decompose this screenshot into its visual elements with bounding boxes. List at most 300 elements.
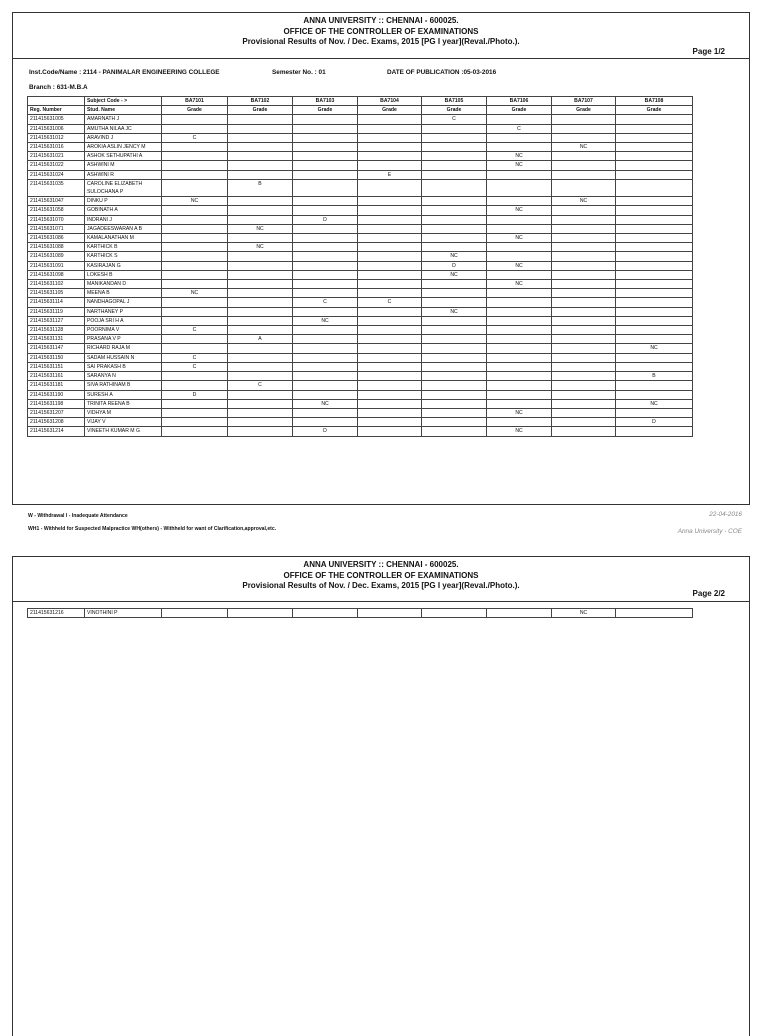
grade-cell <box>422 399 487 408</box>
grade-cell <box>616 179 693 196</box>
grade-cell <box>422 152 487 161</box>
grade-cell <box>293 161 358 170</box>
table-row <box>28 161 693 170</box>
grade-cell: D <box>616 418 693 427</box>
grade-cell <box>162 152 228 161</box>
grade-cell <box>358 353 422 362</box>
grade-cell <box>487 418 552 427</box>
grade-cell <box>228 197 293 206</box>
grade-cell <box>228 143 293 152</box>
grade-cell <box>293 124 358 133</box>
grade-cell: NC <box>616 399 693 408</box>
grade-cell <box>358 206 422 215</box>
grade-cell <box>358 261 422 270</box>
grade-cell <box>616 124 693 133</box>
grade-cell <box>162 206 228 215</box>
student-name-header: Stud. Name <box>85 106 162 115</box>
reg-number-cell: 211415631016 <box>28 143 85 152</box>
grade-cell <box>487 362 552 371</box>
grade-cell <box>162 243 228 252</box>
reg-number-cell: 211415631161 <box>28 372 85 381</box>
grade-cell <box>552 326 616 335</box>
student-name-cell: POORNIMA V <box>85 326 162 335</box>
table-row <box>28 115 693 124</box>
reg-number-cell: 211415631181 <box>28 381 85 390</box>
grade-cell <box>422 280 487 289</box>
column-label-row <box>28 106 693 115</box>
grade-cell <box>162 609 228 618</box>
exam-title: Provisional Results of Nov. / Dec. Exams, 2015 [PG I year](Reval./Photo.). <box>242 581 520 590</box>
student-name-cell: LOKESH B <box>85 270 162 279</box>
grade-cell <box>422 143 487 152</box>
grade-cell: C <box>293 298 358 307</box>
grade-cell <box>422 133 487 142</box>
grade-cell <box>162 408 228 417</box>
grade-cell <box>422 390 487 399</box>
grade-cell: NC <box>487 280 552 289</box>
student-name-cell: VINEETH KUMAR M G <box>85 427 162 436</box>
grade-cell <box>228 353 293 362</box>
results-table <box>27 96 693 437</box>
grade-cell <box>616 427 693 436</box>
grade-cell <box>228 234 293 243</box>
grade-cell <box>228 408 293 417</box>
table-row <box>28 270 693 279</box>
grade-cell <box>228 298 293 307</box>
grade-cell <box>358 316 422 325</box>
grade-cell: NC <box>552 143 616 152</box>
grade-cell <box>162 179 228 196</box>
grade-cell <box>358 124 422 133</box>
grade-cell <box>228 372 293 381</box>
grade-cell <box>358 427 422 436</box>
student-name-cell: NARTHANEY P <box>85 307 162 316</box>
grade-header: Grade <box>422 106 487 115</box>
student-name-cell: RICHARD RAJA M <box>85 344 162 353</box>
grade-cell <box>228 161 293 170</box>
grade-cell <box>487 344 552 353</box>
subject-code: BA7107 <box>552 97 616 106</box>
grade-cell <box>293 197 358 206</box>
grade-cell: NC <box>422 252 487 261</box>
grade-cell <box>293 270 358 279</box>
grade-header: Grade <box>228 106 293 115</box>
table-row <box>28 170 693 179</box>
grade-cell <box>616 133 693 142</box>
reg-number-cell: 211415631190 <box>28 390 85 399</box>
grade-cell <box>228 390 293 399</box>
grade-cell <box>422 179 487 196</box>
grade-cell <box>487 353 552 362</box>
grade-cell <box>616 152 693 161</box>
subject-code: BA7108 <box>616 97 693 106</box>
university-name: ANNA UNIVERSITY :: CHENNAI - 600025. <box>303 16 459 25</box>
student-name-cell: TRINITA REENA B <box>85 399 162 408</box>
grade-cell: NC <box>422 270 487 279</box>
grade-cell <box>358 179 422 196</box>
grade-cell <box>228 133 293 142</box>
reg-number-cell: 211415631150 <box>28 353 85 362</box>
grade-cell <box>487 372 552 381</box>
grade-cell <box>228 152 293 161</box>
grade-cell: D <box>162 390 228 399</box>
grade-cell <box>228 427 293 436</box>
grade-cell <box>552 344 616 353</box>
grade-cell <box>293 252 358 261</box>
grade-cell: C <box>358 298 422 307</box>
grade-cell <box>162 234 228 243</box>
grade-cell <box>293 224 358 233</box>
subject-code-label: Subject Code - > <box>85 97 162 106</box>
grade-cell <box>552 206 616 215</box>
grade-cell <box>293 326 358 335</box>
grade-cell: E <box>358 170 422 179</box>
grade-cell <box>422 298 487 307</box>
student-name-cell: JAGADEESWARAN A B <box>85 224 162 233</box>
grade-cell <box>487 326 552 335</box>
grade-cell <box>487 335 552 344</box>
grade-cell: C <box>162 133 228 142</box>
grade-cell <box>358 243 422 252</box>
grade-cell <box>358 152 422 161</box>
grade-cell <box>358 344 422 353</box>
table-row <box>28 280 693 289</box>
table-row <box>28 197 693 206</box>
grade-cell <box>616 335 693 344</box>
grade-cell <box>487 399 552 408</box>
grade-cell <box>293 372 358 381</box>
grade-cell <box>293 206 358 215</box>
grade-cell <box>358 143 422 152</box>
student-name-cell: POOJA SRI H A <box>85 316 162 325</box>
grade-cell <box>552 280 616 289</box>
grade-cell <box>552 307 616 316</box>
grade-cell <box>487 179 552 196</box>
grade-cell: D <box>293 427 358 436</box>
results-table-body <box>28 115 693 436</box>
grade-cell <box>552 243 616 252</box>
grade-cell <box>358 408 422 417</box>
grade-cell <box>552 298 616 307</box>
grade-cell <box>358 399 422 408</box>
reg-number-cell: 211415631086 <box>28 234 85 243</box>
grade-cell <box>552 152 616 161</box>
grade-cell <box>293 609 358 618</box>
table-row <box>28 307 693 316</box>
reg-number-cell: 211415631208 <box>28 418 85 427</box>
grade-cell: C <box>162 362 228 371</box>
grade-cell <box>162 215 228 224</box>
grade-cell <box>552 289 616 298</box>
grade-cell <box>616 243 693 252</box>
table-row <box>28 179 693 196</box>
grade-cell <box>616 307 693 316</box>
reg-number-cell: 211415631088 <box>28 243 85 252</box>
office-name: OFFICE OF THE CONTROLLER OF EXAMINATIONS <box>283 26 479 36</box>
table-row <box>28 224 693 233</box>
grade-cell: C <box>228 381 293 390</box>
subject-code: BA7102 <box>228 97 293 106</box>
grade-cell <box>293 362 358 371</box>
grade-cell: B <box>616 372 693 381</box>
grade-cell <box>487 170 552 179</box>
grade-cell: NC <box>162 289 228 298</box>
grade-cell <box>552 335 616 344</box>
legend-line-2: WH1 - Withheld for Suspected Malpractice WH(others) - Withheld for want of Clarification,approval,etc. <box>28 526 277 532</box>
grade-cell <box>487 133 552 142</box>
grade-cell <box>552 252 616 261</box>
grade-cell: NC <box>552 197 616 206</box>
page-number: Page 2/2 <box>692 589 725 598</box>
reg-number-cell: 211415631119 <box>28 307 85 316</box>
grade-cell <box>616 170 693 179</box>
grade-cell <box>228 261 293 270</box>
grade-cell <box>162 115 228 124</box>
grade-cell <box>358 381 422 390</box>
grade-cell <box>162 161 228 170</box>
grade-cell: NC <box>487 427 552 436</box>
grade-cell <box>358 362 422 371</box>
grade-cell <box>293 179 358 196</box>
grade-cell <box>293 280 358 289</box>
student-name-cell: NANDHAGOPAL J <box>85 298 162 307</box>
reg-number-cell: 211415631035 <box>28 179 85 196</box>
grade-cell <box>422 197 487 206</box>
grade-cell <box>422 427 487 436</box>
grade-cell <box>422 215 487 224</box>
grade-cell <box>487 298 552 307</box>
reg-number-cell: 211415631216 <box>28 609 85 618</box>
table-row <box>28 152 693 161</box>
grade-cell <box>552 133 616 142</box>
student-name-cell: AMUTHA NILAA JC <box>85 124 162 133</box>
branch-name: Branch : 631-M.B.A <box>29 84 88 91</box>
reg-number-cell: 211415631089 <box>28 252 85 261</box>
grade-cell <box>358 215 422 224</box>
grade-cell <box>616 280 693 289</box>
table-row <box>28 390 693 399</box>
reg-number-cell: 211415631102 <box>28 280 85 289</box>
grade-cell <box>162 344 228 353</box>
grade-cell <box>293 234 358 243</box>
grade-cell <box>616 234 693 243</box>
student-name-cell: SURESH A <box>85 390 162 399</box>
page-header <box>13 16 749 48</box>
grade-cell: NC <box>293 316 358 325</box>
grade-cell <box>162 270 228 279</box>
grade-cell <box>358 115 422 124</box>
semester-number: Semester No. : 01 <box>272 69 326 76</box>
grade-cell <box>487 243 552 252</box>
table-row <box>28 298 693 307</box>
grade-cell <box>162 307 228 316</box>
grade-cell <box>293 243 358 252</box>
grade-cell <box>228 252 293 261</box>
grade-cell <box>616 215 693 224</box>
grade-cell <box>552 399 616 408</box>
table-row <box>28 427 693 436</box>
grade-header: Grade <box>162 106 228 115</box>
grade-cell <box>422 362 487 371</box>
grade-cell <box>616 115 693 124</box>
grade-cell <box>228 362 293 371</box>
grade-cell: C <box>487 124 552 133</box>
page-number: Page 1/2 <box>692 47 725 56</box>
reg-number-cell: 211415631214 <box>28 427 85 436</box>
grade-cell <box>422 234 487 243</box>
grade-cell <box>228 609 293 618</box>
grade-cell: NC <box>487 261 552 270</box>
student-name-cell: ASHOK SETHUPATHI A <box>85 152 162 161</box>
reg-number-cell: 211415631127 <box>28 316 85 325</box>
student-name-cell: AMARNATH J <box>85 115 162 124</box>
grade-header: Grade <box>293 106 358 115</box>
grade-cell <box>552 372 616 381</box>
grade-cell <box>552 427 616 436</box>
grade-cell <box>616 289 693 298</box>
subject-code: BA7101 <box>162 97 228 106</box>
results-table <box>27 608 693 618</box>
grade-cell <box>358 372 422 381</box>
student-name-cell: INDRANI J <box>85 215 162 224</box>
grade-cell <box>358 418 422 427</box>
student-name-cell: CAROLINE ELIZABETH SULOCHANA P <box>85 179 162 196</box>
grade-cell: NC <box>162 197 228 206</box>
grade-cell <box>293 381 358 390</box>
grade-cell <box>487 270 552 279</box>
grade-cell: NC <box>228 243 293 252</box>
grade-cell <box>616 252 693 261</box>
subject-code: BA7103 <box>293 97 358 106</box>
header-divider <box>13 601 749 602</box>
grade-cell <box>293 408 358 417</box>
grade-header: Grade <box>358 106 422 115</box>
student-name-cell: VIJAY V <box>85 418 162 427</box>
grade-cell <box>422 170 487 179</box>
publication-date: DATE OF PUBLICATION :05-03-2016 <box>387 69 497 76</box>
grade-cell <box>358 307 422 316</box>
grade-cell <box>616 197 693 206</box>
grade-cell <box>422 243 487 252</box>
reg-number-cell: 211415631012 <box>28 133 85 142</box>
reg-number-cell: 211415631024 <box>28 170 85 179</box>
grade-cell: NC <box>293 399 358 408</box>
grade-cell <box>162 427 228 436</box>
grade-cell: NC <box>487 408 552 417</box>
grade-cell <box>422 609 487 618</box>
grade-cell <box>422 372 487 381</box>
results-page-1 <box>12 12 750 505</box>
grade-cell <box>358 224 422 233</box>
reg-number-cell: 211415631070 <box>28 215 85 224</box>
grade-cell <box>228 316 293 325</box>
grade-cell <box>228 289 293 298</box>
grade-cell <box>293 143 358 152</box>
subject-code: BA7104 <box>358 97 422 106</box>
subject-code: BA7105 <box>422 97 487 106</box>
grade-cell <box>422 289 487 298</box>
grade-cell <box>228 215 293 224</box>
table-row <box>28 234 693 243</box>
reg-number-cell: 211415631071 <box>28 224 85 233</box>
grade-cell <box>487 197 552 206</box>
grade-cell <box>228 326 293 335</box>
reg-number-cell: 211415631105 <box>28 289 85 298</box>
grade-cell <box>358 609 422 618</box>
table-row <box>28 372 693 381</box>
student-name-cell: ASHWINI M <box>85 161 162 170</box>
grade-cell <box>422 408 487 417</box>
grade-cell <box>162 261 228 270</box>
grade-cell <box>162 372 228 381</box>
results-table-body <box>28 609 693 618</box>
reg-number-cell: 211415631022 <box>28 161 85 170</box>
table-row <box>28 243 693 252</box>
reg-number-cell: 211415631147 <box>28 344 85 353</box>
grade-cell <box>552 215 616 224</box>
student-name-cell: ARAVIND J <box>85 133 162 142</box>
grade-cell <box>162 335 228 344</box>
table-row <box>28 399 693 408</box>
student-name-cell: PRASANA V P <box>85 335 162 344</box>
grade-cell <box>422 335 487 344</box>
grade-cell <box>358 133 422 142</box>
grade-cell <box>228 170 293 179</box>
grade-cell <box>422 326 487 335</box>
grade-cell <box>616 316 693 325</box>
subject-code: BA7106 <box>487 97 552 106</box>
grade-cell <box>293 307 358 316</box>
table-row <box>28 215 693 224</box>
reg-number-cell: 211415631128 <box>28 326 85 335</box>
grade-cell: D <box>293 215 358 224</box>
grade-cell <box>487 289 552 298</box>
grade-cell <box>616 353 693 362</box>
student-name-cell: KASIRAJAN G <box>85 261 162 270</box>
source-note: Anna University - COE <box>677 528 742 535</box>
grade-cell <box>293 418 358 427</box>
grade-cell <box>616 206 693 215</box>
table-row <box>28 344 693 353</box>
university-name: ANNA UNIVERSITY :: CHENNAI - 600025. <box>303 560 459 569</box>
table-row <box>28 124 693 133</box>
table-row <box>28 381 693 390</box>
grade-cell <box>358 335 422 344</box>
reg-number-cell: 211415631021 <box>28 152 85 161</box>
grade-cell <box>422 161 487 170</box>
grade-cell <box>616 143 693 152</box>
grade-cell: NC <box>228 224 293 233</box>
grade-cell <box>487 307 552 316</box>
table-row <box>28 206 693 215</box>
blank-header-cell <box>28 97 85 106</box>
student-name-cell: DINKU P <box>85 197 162 206</box>
grade-cell <box>552 381 616 390</box>
grade-cell: NC <box>487 206 552 215</box>
grade-cell <box>552 362 616 371</box>
subject-code-row <box>28 97 693 106</box>
grade-cell <box>422 206 487 215</box>
grade-cell <box>552 115 616 124</box>
grade-cell <box>616 326 693 335</box>
grade-cell <box>162 280 228 289</box>
student-name-cell: VINOTHINI P <box>85 609 162 618</box>
grade-cell <box>293 115 358 124</box>
exam-title: Provisional Results of Nov. / Dec. Exams, 2015 [PG I year](Reval./Photo.). <box>242 37 520 46</box>
grade-cell <box>358 280 422 289</box>
grade-cell <box>552 170 616 179</box>
grade-cell <box>293 152 358 161</box>
